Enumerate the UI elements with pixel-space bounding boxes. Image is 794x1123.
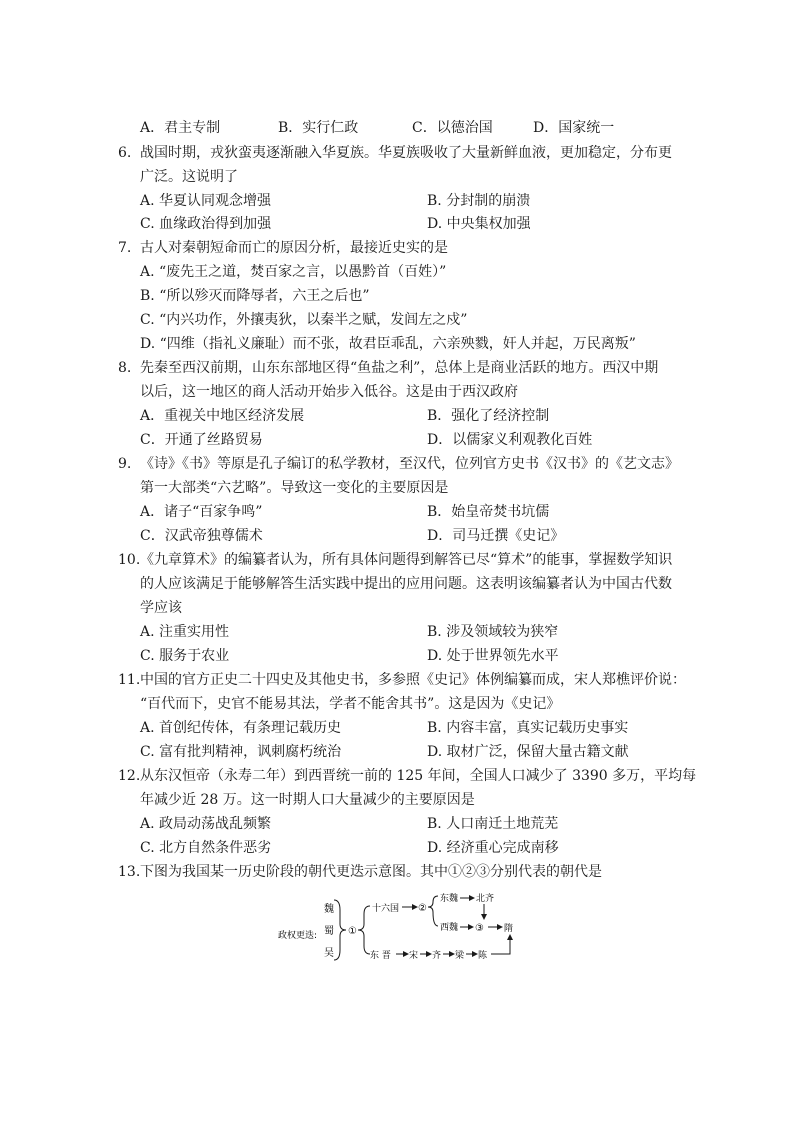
q12-stem-line2: 年减少近 28 万。这一时期人口大量减少的主要原因是 <box>140 792 475 808</box>
q10-stem-line1: 《九章算术》的编纂者认为，所有具体问题得到解答已尽“算术”的能事，掌握数学知识 <box>140 552 673 568</box>
q12-option-b[interactable]: B. 人口南迁土地荒芜 <box>427 816 559 832</box>
q7-option-c[interactable]: C. “内兴功作，外攘夷狄，以秦半之赋，发闾左之戍” <box>140 312 468 328</box>
brace-north-south <box>358 906 370 954</box>
q8-option-b[interactable]: B．强化了经济控制 <box>427 408 550 424</box>
q6-option-b[interactable]: B. 分封制的崩溃 <box>427 193 531 209</box>
q10-number: 10. <box>118 552 141 568</box>
diagram-song: 宋 <box>409 951 419 961</box>
q11-option-a[interactable]: A. 首创纪传体，有条理记载历史 <box>140 720 342 736</box>
diagram-mark2: ② <box>418 903 427 914</box>
q7-option-d[interactable]: D. “四维（指礼义廉耻）而不张，故君臣乖乱，六亲殃戮，奸人并起，万民离叛” <box>140 336 636 352</box>
q6-stem-line1: 战国时期，戎狄蛮夷逐渐融入华夏族。华夏族吸收了大量新鲜血液，更加稳定，分布更 <box>140 145 672 161</box>
diagram-label: 政权更迭: <box>278 931 318 941</box>
q8-stem-line1: 先秦至西汉前期，山东东部地区得“鱼盐之利”，总体上是商业活跃的地方。西汉中期 <box>140 360 659 376</box>
dynasty-succession-diagram <box>270 892 530 970</box>
q9-stem-line1: 《诗》《书》等原是孔子编订的私学教材，至汉代，位列官方史书《汉书》的《艺文志》 <box>140 456 679 472</box>
q8-option-c[interactable]: C．开通了丝路贸易 <box>140 432 263 448</box>
q5-option-d[interactable]: D．国家统一 <box>533 120 615 136</box>
diagram-qi: 齐 <box>432 951 442 961</box>
q11-stem-line2: “百代而下，史官不能易其法，学者不能舍其书”。这是因为《史记》 <box>140 696 561 712</box>
q10-option-c[interactable]: C. 服务于农业 <box>140 648 230 664</box>
q5-option-b[interactable]: B．实行仁政 <box>278 120 359 136</box>
diagram-wu: 吴 <box>324 948 334 959</box>
diagram-wei: 魏 <box>324 904 334 915</box>
diagram-shu: 蜀 <box>324 926 334 937</box>
q12-stem-line1: 从东汉恒帝（永寿二年）到西晋统一前的 125 年间，全国人口减少了 3390 多万，平均每 <box>140 768 697 784</box>
diagram-xiwei: 西魏 <box>440 923 459 933</box>
diagram-liang: 梁 <box>455 951 465 961</box>
q7-number: 7. <box>118 240 132 256</box>
arrow-chen-to-sui <box>491 935 510 954</box>
diagram-mark1: ① <box>348 926 357 937</box>
q13-stem: 下图为我国某一历史阶段的朝代更迭示意图。其中①②③分别代表的朝代是 <box>140 864 602 880</box>
diagram-sui: 隋 <box>504 924 514 934</box>
q12-option-c[interactable]: C. 北方自然条件恶劣 <box>140 840 272 856</box>
q7-stem: 古人对秦朝短命而亡的原因分析，最接近史实的是 <box>140 240 448 256</box>
q7-option-b[interactable]: B. “所以殄灭而降辱者，六王之后也” <box>140 288 370 304</box>
q13-number: 13. <box>118 864 141 880</box>
diagram-sixteen-kingdoms: 十六国 <box>372 904 400 914</box>
q7-option-a[interactable]: A. “废先王之道，焚百家之言，以愚黔首（百姓）” <box>140 264 447 280</box>
q5-option-a[interactable]: A．君主专制 <box>140 120 221 136</box>
q6-number: 6. <box>118 145 132 161</box>
diagram-chen: 陈 <box>478 951 488 961</box>
q11-stem-line1: 中国的官方正史二十四史及其他史书，多参照《史记》体例编纂而成，宋人郑樵评价说： <box>140 672 686 688</box>
q10-option-d[interactable]: D. 处于世界领先水平 <box>427 648 559 664</box>
q12-option-d[interactable]: D. 经济重心完成南移 <box>427 840 559 856</box>
q8-stem-line2: 以后，这一地区的商人活动开始步入低谷。这是由于西汉政府 <box>140 384 518 400</box>
q8-option-a[interactable]: A．重视关中地区经济发展 <box>140 408 305 424</box>
q5-option-c[interactable]: C．以德治国 <box>412 120 493 136</box>
q8-option-d[interactable]: D．以儒家义利观教化百姓 <box>427 432 593 448</box>
q10-stem-line2: 的人应该满足于能够解答生活实践中提出的应用问题。这表明该编纂者认为中国古代数 <box>140 576 672 592</box>
q6-option-d[interactable]: D. 中央集权加强 <box>427 216 531 232</box>
q6-option-c[interactable]: C. 血缘政治得到加强 <box>140 216 272 232</box>
brace-three-kingdoms <box>334 900 346 960</box>
q10-option-b[interactable]: B. 涉及领域较为狭窄 <box>427 624 559 640</box>
q9-option-a[interactable]: A．诸子“百家争鸣” <box>140 504 263 520</box>
q11-number: 11. <box>118 672 141 688</box>
brace-north-split <box>428 896 438 926</box>
q9-option-c[interactable]: C．汉武帝独尊儒术 <box>140 528 263 544</box>
q9-stem-line2: 第一大部类“六艺略”。导致这一变化的主要原因是 <box>140 480 449 496</box>
q11-option-c[interactable]: C. 富有批判精神，讽刺腐朽统治 <box>140 744 342 760</box>
q8-number: 8. <box>118 360 132 376</box>
diagram-dongwei: 东魏 <box>440 894 459 904</box>
q6-stem-line2: 广泛。这说明了 <box>140 169 238 185</box>
q9-option-b[interactable]: B．始皇帝焚书坑儒 <box>427 504 550 520</box>
diagram-mark3: ③ <box>475 923 484 934</box>
diagram-dongjin: 东 晋 <box>370 951 391 961</box>
q6-option-a[interactable]: A. 华夏认同观念增强 <box>140 193 272 209</box>
q9-option-d[interactable]: D．司马迁撰《史记》 <box>427 528 565 544</box>
q12-option-a[interactable]: A. 政局动荡战乱频繁 <box>140 816 272 832</box>
diagram-beiqi: 北齐 <box>476 894 495 904</box>
q11-option-b[interactable]: B. 内容丰富，真实记载历史事实 <box>427 720 629 736</box>
q9-number: 9. <box>118 456 132 472</box>
q11-option-d[interactable]: D. 取材广泛，保留大量古籍文献 <box>427 744 629 760</box>
q10-option-a[interactable]: A. 注重实用性 <box>140 624 230 640</box>
q12-number: 12. <box>118 768 141 784</box>
q10-stem-line3: 学应该 <box>140 600 182 616</box>
